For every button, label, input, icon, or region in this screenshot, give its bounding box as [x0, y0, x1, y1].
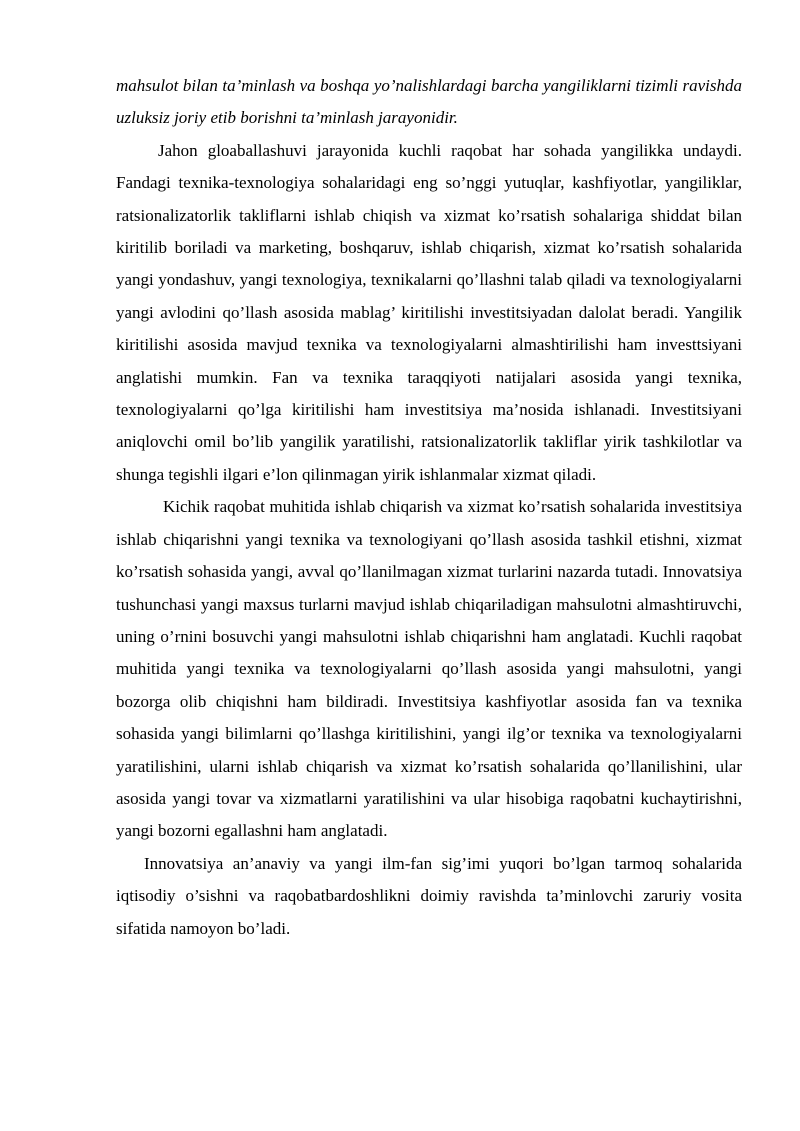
document-page [116, 70, 742, 945]
paragraph-1: mahsulot bilan ta’minlash va boshqa yo’nalishlardagi barcha yangiliklarni tizimli ravishda uzluksiz joriy etib borishni ta’minlash jarayonidir. [116, 76, 742, 128]
paragraph-3: Kichik raqobat muhitida ishlab chiqarish va xizmat ko’rsatish sohalarida investitsiya ishlab chiqarishni yangi texnika va texnologiyani qo’llash asosida tashkil etishni, xizmat ko’rsatish sohasida yangi, avval qo’llanilmagan xizmat turlarini nazarda tutadi. Innovatsiya tushunchasi yangi maxsus turlarni mavjud ishlab chiqariladigan mahsulotni almashtiruvchi, uning o’rnini bosuvchi yangi mahsulotni ishlab chiqarishni ham anglatadi. Kuchli raqobat muhitida yangi texnika va texnologiyalarni qo’llash asosida yangi mahsulotni, yangi bozorga olib chiqishni ham bildiradi. Investitsiya kashfiyotlar asosida fan va texnika sohasida yangi bilimlarni qo’llashga kiritilishini, yangi ilg’or texnika va texnologiyalarni yaratilishini, ularni ishlab chiqarish va xizmat ko’rsatish sohalarida qo’llanilishini, ular asosida yangi tovar va xizmatlarni yaratilishini va ular hisobiga raqobatni kuchaytirishni, yangi bozorni egallashni ham anglatadi. [116, 497, 742, 841]
paragraph-2: Jahon gloaballashuvi jarayonida kuchli raqobat har sohada yangilikka undaydi. Fandagi texnika-texnologiya sohalaridagi eng so’nggi yutuqlar, kashfiyotlar, yangiliklar, ratsionalizatorlik takliflarni ishlab chiqish va xizmat ko’rsatish sohalariga shiddat bilan kiritilib boriladi va marketing, boshqaruv, ishlab chiqarish, xizmat ko’rsatish sohalarida yangi yondashuv, yangi texnologiya, texnikalarni qo’llashni talab qiladi va texnologiyalarni yangi avlodini qo’llash asosida mablag’ kiritilishi investitsiyadan dalolat beradi. Yangilik kiritilishi asosida mavjud texnika va texnologiyalarni almashtirilishi ham investtsiyani anglatishi mumkin. Fan va texnika taraqqiyoti natijalari asosida yangi texnika, texnologiyalarni qo’lga kiritilishi ham investitsiya ma’nosida ishlanadi. Investitsiyani aniqlovchi omil bo’lib yangilik yaratilishi, ratsionalizatorlik takliflar yirik tashkilotlar va shunga tegishli ilgari e’lon qilinmagan yirik ishlanmalar xizmat qiladi. [116, 140, 742, 484]
paragraph-4: Innovatsiya an’anaviy va yangi ilm-fan sig’imi yuqori bo’lgan tarmoq sohalarida iqtisodiy o’sishni va raqobatbardoshlikni doimiy ravishda ta’minlovchi zaruriy vosita sifatida namoyon bo’ladi. [116, 853, 742, 938]
